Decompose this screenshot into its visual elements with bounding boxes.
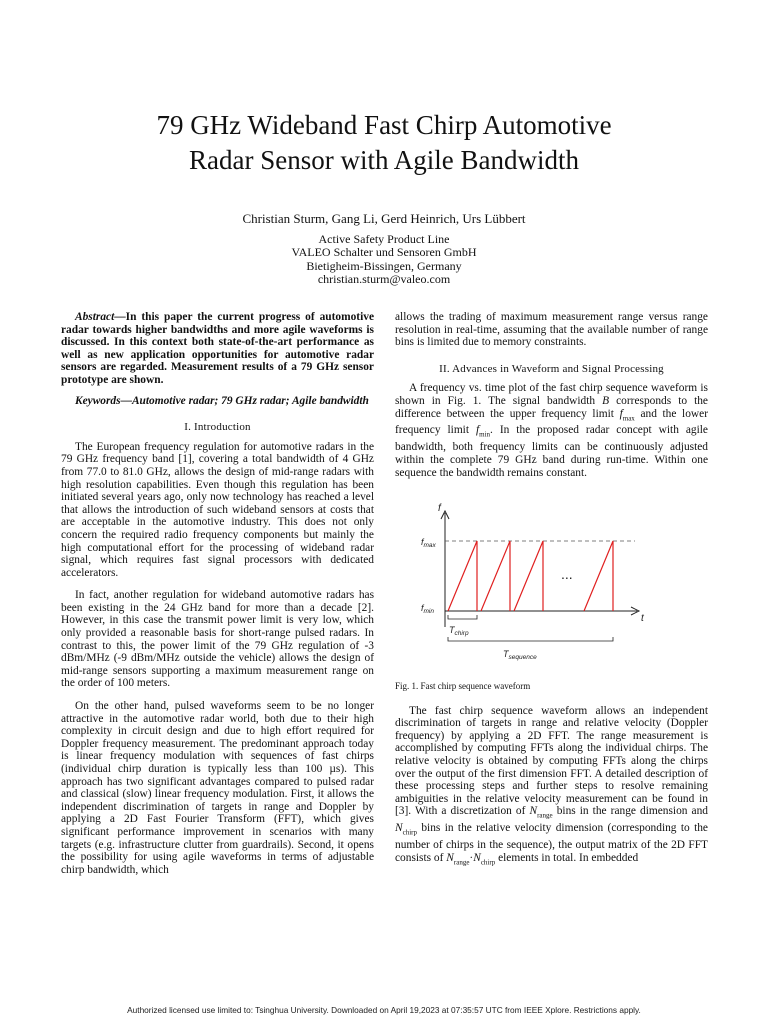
paper-title bbox=[0, 108, 768, 178]
fmin-label: $f_{min}$ bbox=[421, 603, 434, 616]
nchirp-subscript: chirp bbox=[402, 828, 417, 837]
waveform-text-c: and the lower frequency limit bbox=[395, 407, 708, 437]
ieee-license-footer: Authorized licensed use limited to: Tsinghua University. Downloaded on April 19,2023 at 07:35:57 UTC from IEEE Xplore. Restrictions apply. bbox=[127, 1005, 641, 1015]
waveform-text-d: . In the proposed radar concept with agile bandwidth, both frequency limits can be continuously adjusted within the complete 79 GHz band during run-time. Within one sequence the bandwidth remains constant. bbox=[395, 424, 708, 479]
waveform-paragraph bbox=[395, 382, 708, 479]
chirp-ramp-1 bbox=[448, 541, 477, 611]
fft-text-c: bins in the relative velocity dimension (corresponding to the number of chirps in the sequence), the output matrix of the 2D FFT consists of bbox=[395, 822, 708, 864]
y-axis-label: f bbox=[438, 503, 441, 515]
abstract-text: —In this paper the current progress of automotive radar towards higher bandwidths and more agile waveforms is discussed. In this context both state-of-the-art performance as well as new application opportunities for automotive radar sensors are regarded. Measurement results of a 79 GHz sensor prototype are shown. bbox=[61, 311, 374, 386]
chirp-ramp-2 bbox=[481, 541, 510, 611]
intro-paragraph-1: The European frequency regulation for automotive radars in the 79 GHz frequency band [1], covering a total bandwidth of 4 GHz from 77.0 to 81.0 GHz, allows the design of mid-range radars with high resolution capabilities. Even though this regulation has been initiated several years ago, only now technology has reached a level that allows the introduction of such wideband sensors at costs that are acceptable in the automotive industry. This does not only concern the required radio frequency components but mainly the high computational effort for the processing of wideband radar signal, which requires fast signal processors with dedicated accelerators. bbox=[61, 440, 374, 579]
chirp-ramp-3 bbox=[514, 541, 543, 611]
fmax-label: $f_{max}$ bbox=[421, 537, 436, 550]
nrange-symbol: N bbox=[529, 805, 538, 818]
fft-text-a: The fast chirp sequence waveform allows an independent discrimination of targets in range and relative velocity (Doppler frequency) by applying a 2D FFT. The range measurement is accomplished by computing FFTs along the individual chirps. The relative velocity is obtained by computing FFTs along the chirps over the output of the first dimension FFT. A detailed description of these processing steps and further steps to resolve remaining ambiguities in the relative velocity measurement can be found in [3]. With a discretization of bbox=[395, 704, 708, 818]
nprod-range-subscript: range bbox=[453, 858, 470, 867]
nrange-subscript: range bbox=[537, 811, 553, 820]
x-axis-label: t bbox=[641, 613, 644, 625]
tchirp-label: $T_{chirp}$ bbox=[449, 625, 469, 638]
nprod-chirp-subscript: chirp bbox=[480, 858, 496, 867]
nprod-range-symbol: N bbox=[446, 851, 454, 864]
affiliation-line-2: VALEO Schalter und Sensoren GmbH bbox=[291, 245, 477, 259]
fmin-symbol: f bbox=[475, 424, 480, 437]
intro-paragraph-2: In fact, another regulation for wideband automotive radars has been existing in the 24 GHz band for more than a decade [2]. However, in this case the transmit power limit is very low, which only provided a reasonable basis for short-range pulsed radars. In contrast to this, the power limit of the 79 GHz regulation of -3 dBm/MHz (-9 dBm/MHz outside the vehicle) allows the design of mid-range sensors supporting a maximum measurement range on the order of 100 meters. bbox=[61, 589, 374, 690]
waveform-text-a: A frequency vs. time plot of the fast chirp sequence waveform is shown in Fig. 1. The signal bandwidth bbox=[395, 382, 708, 407]
nchirp-symbol: N bbox=[395, 822, 403, 835]
tsequence-label: $T_{sequence}$ bbox=[503, 649, 537, 662]
right-column bbox=[395, 311, 708, 869]
author-list: Christian Sturm, Gang Li, Gerd Heinrich, Urs Lübbert bbox=[242, 211, 526, 226]
affiliation-line-1: Active Safety Product Line bbox=[318, 232, 450, 246]
waveform-text-b: corresponds to the difference between the upper frequency limit bbox=[395, 394, 708, 420]
tchirp-bracket bbox=[448, 615, 477, 619]
title-line-2: Radar Sensor with Agile Bandwidth bbox=[189, 145, 579, 175]
keywords: Keywords—Automotive radar; 79 GHz radar; Agile bandwidth bbox=[75, 394, 369, 407]
fft-text-b: bins in the range dimension and bbox=[552, 805, 708, 818]
left-column bbox=[61, 311, 374, 876]
figure-1 bbox=[395, 497, 708, 677]
fmax-subscript: max bbox=[622, 413, 635, 422]
tsequence-bracket bbox=[448, 637, 613, 641]
section-1-heading: I. Introduction bbox=[184, 421, 251, 434]
title-line-1: 79 GHz Wideband Fast Chirp Automotive bbox=[156, 110, 612, 140]
fmin-subscript: min bbox=[479, 430, 491, 439]
chirp-ramp-4 bbox=[584, 541, 613, 611]
author-email: christian.sturm@valeo.com bbox=[317, 272, 451, 286]
figure-1-caption: Fig. 1. Fast chirp sequence waveform bbox=[395, 681, 531, 692]
affiliation-line-3: Bietigheim-Bissingen, Germany bbox=[306, 259, 462, 273]
range-paragraph: allows the trading of maximum measurement range versus range resolution in real-time, assuming that the available number of range bins is limited due to memory constraints. bbox=[395, 311, 708, 349]
chirp-sequence-diagram bbox=[395, 497, 708, 677]
fmax-symbol: f bbox=[619, 407, 623, 420]
ellipsis-label: ... bbox=[561, 566, 573, 583]
bandwidth-symbol: B bbox=[602, 394, 610, 407]
chirp-ramps bbox=[448, 541, 613, 611]
fft-paragraph bbox=[395, 705, 708, 869]
abstract bbox=[61, 311, 374, 387]
nprod-dot: · bbox=[469, 851, 474, 864]
nprod-chirp-symbol: N bbox=[473, 851, 481, 864]
fft-text-d: elements in total. In embedded bbox=[495, 851, 639, 864]
intro-paragraph-3: On the other hand, pulsed waveforms seem to be no longer attractive in the automotive radar world, both due to their high complexity in circuit design and due to high effort required for Doppler frequency measurement. The predominant approach today is linear frequency modulation with sequences of fast chirps (individual chirp duration is typically less than 100 µs). This approach has two significant advantages compared to pulsed radar and classical (slow) linear frequency modulation. First, it allows the independent discrimination of targets in range and Doppler by applying a 2D Fast Fourier Transform (FFT), which gives significant performance improvement in scenarios with many targets (e.g. infrastructure clutter from guardrails). Second, it opens the possibility for using agile waveforms in terms of adjustable chirp bandwidth, which bbox=[61, 700, 374, 876]
abstract-lead: Abstract bbox=[75, 311, 115, 323]
section-2-heading: II. Advances in Waveform and Signal Processing bbox=[439, 362, 664, 375]
